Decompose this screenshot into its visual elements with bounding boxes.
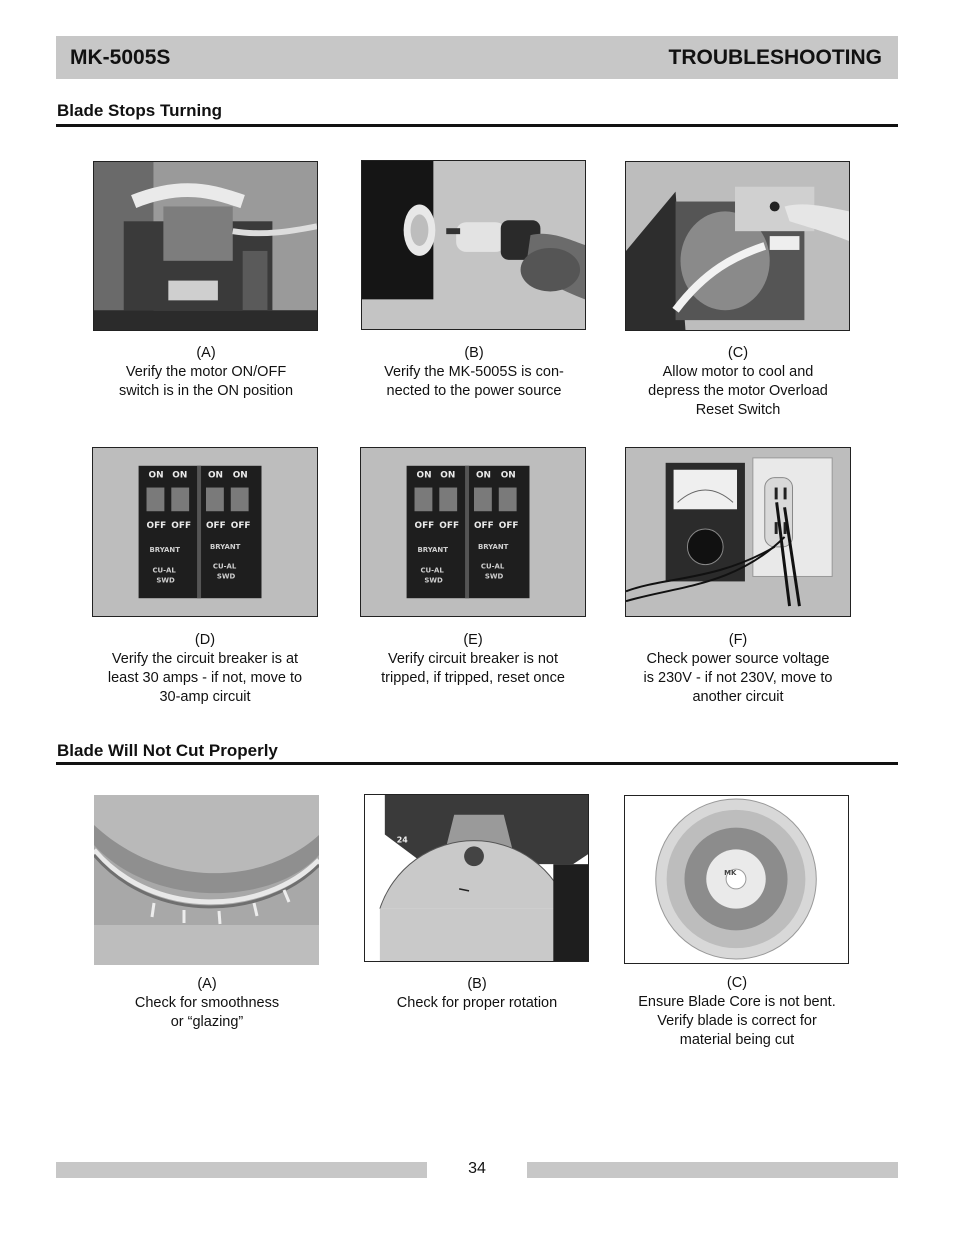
caption-line: Ensure Blade Core is not bent. — [638, 994, 836, 1010]
caption-line: nected to the power source — [386, 383, 562, 399]
breaker-swd-label: SWD — [216, 572, 236, 581]
blade-logo-label: MK — [724, 869, 737, 878]
blade-number-label: 24 — [396, 835, 408, 845]
caption-line: is 230V - if not 230V, move to — [643, 670, 833, 686]
caption-a2 — [82, 975, 332, 1032]
section-rule — [56, 124, 898, 127]
photo-motor-switch — [93, 161, 318, 331]
caption-letter: (B) — [467, 976, 487, 992]
caption-letter: (A) — [196, 345, 216, 361]
breaker-on-label: ON — [232, 470, 248, 481]
breaker-on-label: ON — [148, 470, 164, 481]
caption-letter: (A) — [197, 976, 217, 992]
breaker-brand-label: BRYANT — [417, 545, 448, 554]
caption-line: or “glazing” — [170, 1014, 244, 1030]
photo-blade-core — [624, 795, 849, 964]
photo-circuit-breaker-d — [92, 447, 318, 617]
breaker-off-label: OFF — [414, 521, 435, 532]
section-rule — [56, 762, 898, 765]
caption-line: Check for smoothness — [134, 995, 280, 1011]
caption-line: Allow motor to cool and — [662, 364, 814, 380]
section-title-blade-cut: Blade Will Not Cut Properly — [57, 741, 278, 760]
caption-letter: (E) — [463, 632, 483, 648]
breaker-cual-label: CU-AL — [480, 562, 505, 571]
breaker-on-label: ON — [440, 470, 456, 481]
section-name: TROUBLESHOOTING — [668, 46, 882, 69]
page-number: 34 — [468, 1160, 486, 1177]
caption-e1 — [348, 631, 598, 688]
breaker-off-label: OFF — [171, 521, 192, 532]
photo-power-plug — [361, 160, 586, 330]
caption-line: Reset Switch — [695, 402, 781, 418]
caption-letter: (B) — [464, 345, 484, 361]
photo-blade-glazing — [94, 795, 319, 965]
caption-line: material being cut — [679, 1032, 795, 1048]
photo-voltage-meter — [625, 447, 851, 617]
caption-letter: (D) — [194, 632, 216, 648]
caption-line: Verify circuit breaker is not — [387, 651, 559, 667]
caption-line: 30-amp circuit — [159, 689, 251, 705]
breaker-off-label: OFF — [439, 521, 460, 532]
photo-motor-reset — [625, 161, 850, 331]
breaker-cual-label: CU-AL — [420, 566, 444, 575]
caption-b2 — [352, 975, 602, 1013]
photo-blade-rotation — [364, 794, 589, 962]
caption-line: Check power source voltage — [646, 651, 830, 667]
model-name: MK-5005S — [70, 46, 171, 69]
breaker-on-label: ON — [500, 470, 516, 481]
breaker-off-label: OFF — [473, 521, 494, 532]
caption-c2 — [612, 974, 862, 1050]
breaker-swd-label: SWD — [156, 576, 175, 585]
caption-line: Verify the circuit breaker is at — [111, 651, 299, 667]
photo-circuit-breaker-e — [360, 447, 586, 617]
footer-bar-right — [527, 1162, 898, 1178]
caption-f1 — [613, 631, 863, 707]
breaker-swd-label: SWD — [484, 572, 504, 581]
caption-line: Verify the MK-5005S is con- — [384, 364, 564, 380]
caption-line: switch is in the ON position — [118, 383, 294, 399]
caption-b1 — [349, 344, 599, 401]
breaker-off-label: OFF — [205, 521, 226, 532]
caption-letter: (C) — [727, 345, 749, 361]
caption-line: least 30 amps - if not, move to — [107, 670, 303, 686]
caption-line: Verify the motor ON/OFF — [125, 364, 287, 380]
breaker-on-label: ON — [172, 470, 188, 481]
caption-letter: (C) — [726, 975, 748, 991]
caption-c1 — [613, 344, 863, 420]
breaker-cual-label: CU-AL — [152, 566, 176, 575]
breaker-brand-label: BRYANT — [209, 542, 241, 551]
caption-line: depress the motor Overload — [648, 383, 828, 399]
breaker-on-label: ON — [475, 470, 491, 481]
breaker-off-label: OFF — [146, 521, 167, 532]
caption-line: another circuit — [692, 689, 784, 705]
breaker-swd-label: SWD — [424, 576, 443, 585]
caption-line: Check for proper rotation — [396, 995, 558, 1011]
breaker-on-label: ON — [416, 470, 432, 481]
footer-bar-left — [56, 1162, 427, 1178]
section-title-blade-stops: Blade Stops Turning — [57, 101, 222, 120]
caption-letter: (F) — [728, 632, 748, 648]
page-header — [56, 36, 898, 79]
breaker-brand-label: BRYANT — [477, 542, 509, 551]
breaker-brand-label: BRYANT — [149, 545, 180, 554]
caption-line: Verify blade is correct for — [657, 1013, 817, 1029]
breaker-off-label: OFF — [498, 521, 519, 532]
breaker-on-label: ON — [207, 470, 223, 481]
breaker-off-label: OFF — [230, 521, 251, 532]
caption-d1 — [80, 631, 330, 707]
caption-a1 — [81, 344, 331, 401]
caption-line: tripped, if tripped, reset once — [381, 670, 565, 686]
breaker-cual-label: CU-AL — [212, 562, 237, 571]
